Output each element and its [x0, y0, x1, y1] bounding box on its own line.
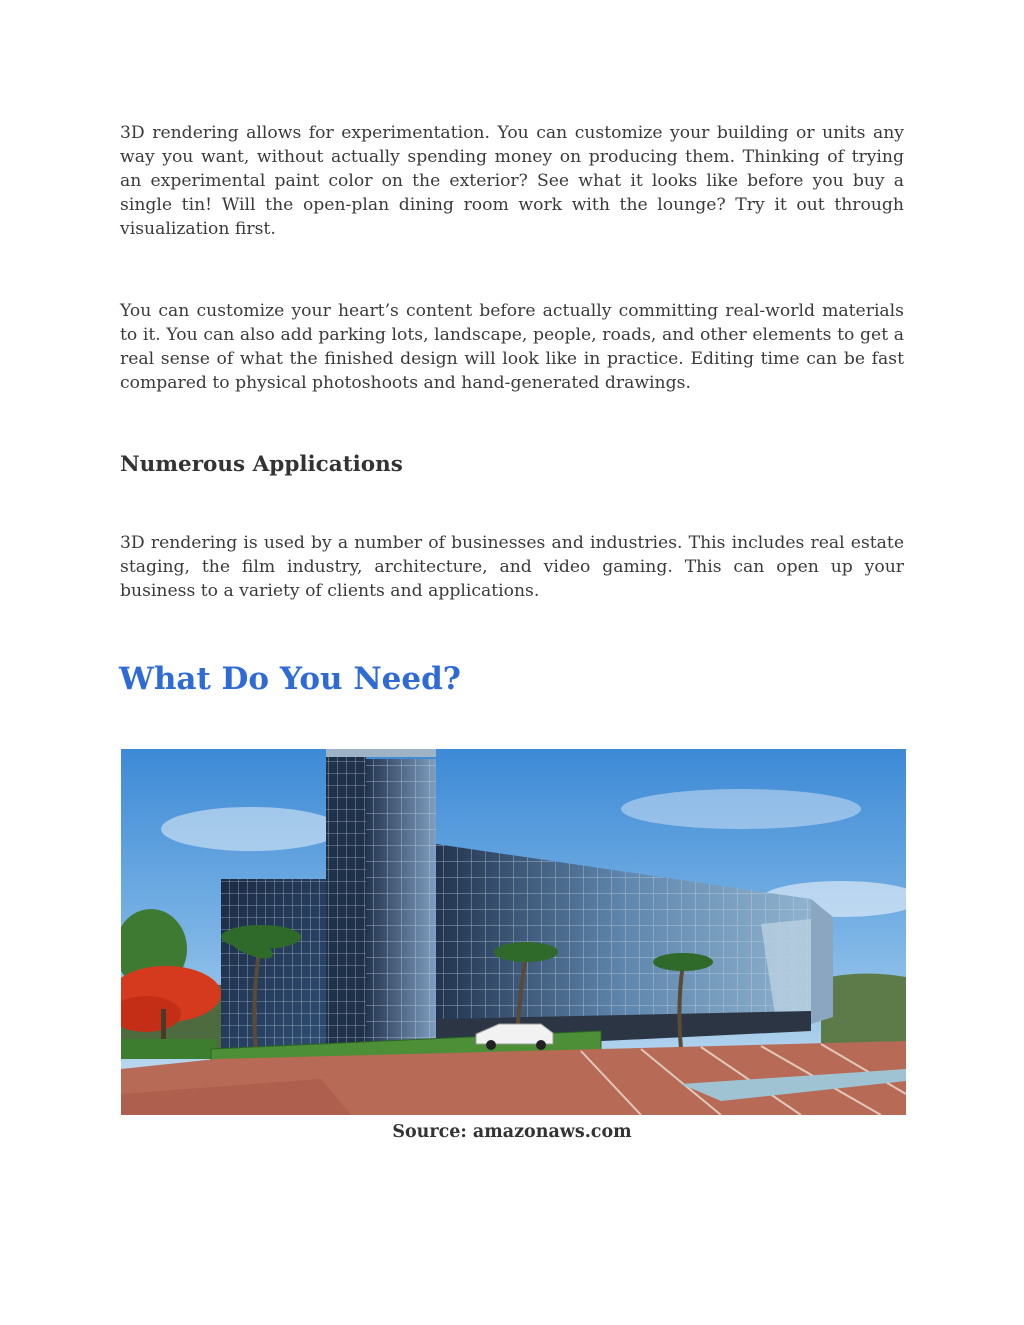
- paragraph-experimentation: 3D rendering allows for experimentation. You can customize your building or units any way you want, without actually spending money on producing them. Thinking of trying an experimental paint color on the exterior? See what it looks like before you buy a single tin! Will the open-plan dining room work with the lounge? Try it out through visualization first.: [120, 123, 904, 239]
- image-caption: Source: amazonaws.com: [392, 1122, 632, 1142]
- heading-numerous-applications: Numerous Applications: [120, 452, 403, 477]
- paragraph-applications: 3D rendering is used by a number of businesses and industries. This includes real estate staging, the film industry, architecture, and video gaming. This can open up your business to a variety of clients and applications.: [120, 533, 904, 601]
- paragraph-customize: You can customize your heart’s content before actually committing real-world materials to it. You can also add parking lots, landscape, people, roads, and other elements to get a real sense of what the finished design will look like in practice. Editing time can be fast compared to physical photoshoots and hand-generated drawings.: [120, 301, 904, 393]
- building-rendering-image: [121, 749, 906, 1115]
- heading-what-do-you-need: What Do You Need?: [119, 661, 461, 697]
